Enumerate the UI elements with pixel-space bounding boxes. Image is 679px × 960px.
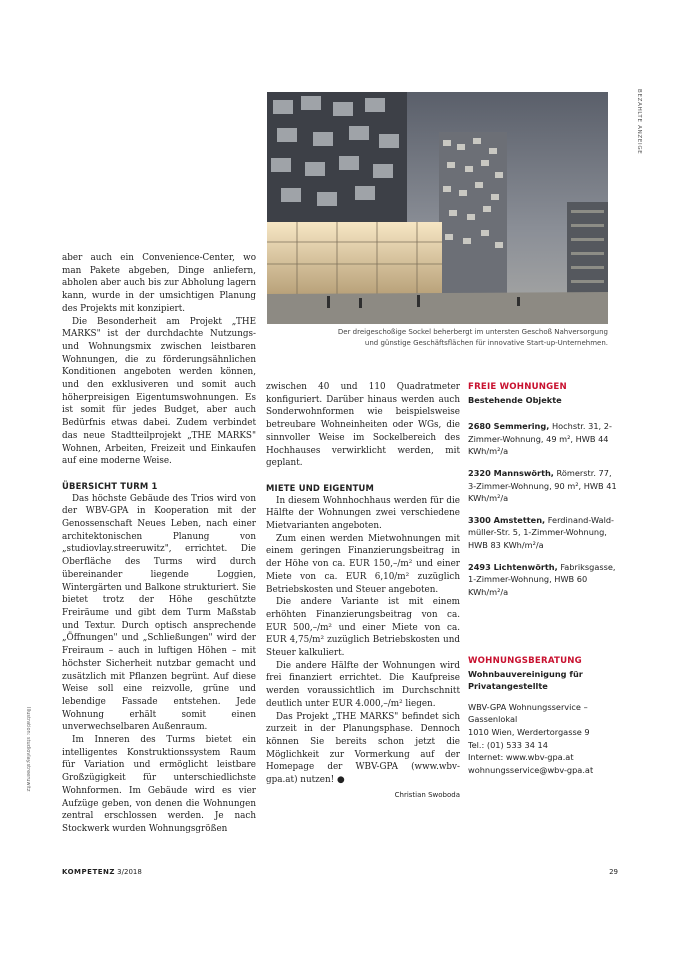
issue-number: 3/2018 <box>117 868 142 876</box>
paragraph: Die andere Variante ist mit einem erhöhten Finanzierungsbeitrag von ca. EUR 500,–/m² und einer Miete von ca. EUR 4,75/m² zuzüglich Betriebskosten und Steuer kalkuliert. <box>266 597 460 659</box>
section-heading: MIETE UND EIGENTUM <box>266 482 375 493</box>
listings-title: FREIE WOHNUNGEN <box>468 382 567 392</box>
listing-item: 3300 Amstetten, Ferdinand-Wald-müller-Str. 5, 1-Zimmer-Wohnung, HWB 83 KWh/m²/a <box>468 514 614 550</box>
article-column-1 <box>62 252 256 836</box>
paragraph: Die andere Hälfte der Wohnungen wird frei finanziert errichtet. Die Kaufpreise werden voraussichtlich im Durchschnitt deutlich unter EUR 4.000,–/m² liegen. <box>266 660 460 709</box>
section-heading: ÜBERSICHT TURM 1 <box>62 480 158 491</box>
listing-item: 2493 Lichtenwörth, Fabriksgasse, 1-Zimmer-Wohnung, HWB 60 KWh/m²/a <box>468 561 616 597</box>
paragraph: Zum einen werden Mietwohnungen mit einem geringen Finanzierungsbeitrag in der Höhe von ca. EUR 150,–/m² und einer Miete von ca. EUR 6,10/m² zuzüglich Betriebskosten und Steuer angeboten. <box>266 533 460 595</box>
paragraph: Im Inneren des Turms bietet ein intelligentes Konstruktionssystem Raum für Variation und ermöglicht leistbare Großzügigkeit für unterschiedlichste Wohnformen. Im Gebäude wird es vier Aufzüge geben, von denen die Wohnungen zentral erschlossen werden. Je nach Stockwerk wurden Wohnungsgrößen <box>62 735 256 834</box>
advice-box <box>468 655 618 776</box>
article-column-2 <box>266 381 460 802</box>
magazine-name: KOMPETENZ <box>62 868 115 876</box>
listing-item: 2320 Mannswörth, Römerstr. 77, 3-Zimmer-Wohnung, 90 m², HWB 41 KWh/m²/a <box>468 467 617 504</box>
advice-title: WOHNUNGSBERATUNG <box>468 656 582 666</box>
photo-caption: Der dreigeschoßige Sockel beherbergt im untersten Geschoß Nahversorgung und günstige Geschäftsflächen für innovative Start-up-Unternehmen. <box>337 328 608 347</box>
illustration-credit: Illustration: studiovlay.streeruwitz <box>25 707 31 792</box>
advice-line: Gassenlokal <box>468 714 518 725</box>
end-mark: ● <box>337 775 345 786</box>
paragraph: Die Besonderheit am Projekt „THE MARKS" ist der durchdachte Nutzungs- und Wohnungsmix zwischen leistbaren Wohnungen, die zu förderungsähnlichen Konditionen angeboten werden können, und den exklusiveren und somit auch höherpreisigen Eigentumswohnungen. Es ist somit für jedes Budget, aber auch Bedürfnis etwas dabei. Zudem verbindet das neue Stadtteilprojekt „THE MARKS" Wohnen, Arbeiten, Freizeit und Einkaufen auf eine moderne Weise. <box>62 316 256 467</box>
paid-ad-tag: BEZAHLTE ANZEIGE <box>636 89 642 155</box>
paragraph: aber auch ein Convenience-Center, wo man Pakete abgeben, Dinge anliefern, abholen aber auch bis zur Abholung lagern kann, wurde in der umsichtigen Planung des Projekts mit konzipiert. <box>62 253 256 314</box>
advice-org: Wohnbauvereinigung für Privatangestellte <box>468 668 583 692</box>
advice-line: Internet: www.wbv-gpa.at <box>468 752 574 763</box>
footer-magazine <box>62 868 142 876</box>
listings-subtitle: Bestehende Objekte <box>468 394 562 405</box>
page-number: 29 <box>609 868 618 876</box>
listing-item: 2680 Semmering, Hochstr. 31, 2-Zimmer-Wohnung, 49 m², HWB 44 KWh/m²/a <box>468 421 612 457</box>
architecture-rendering <box>267 92 608 324</box>
advice-line: wohnungsservice@wbv-gpa.at <box>468 764 594 775</box>
advice-line: 1010 Wien, Werdertorgasse 9 <box>468 726 590 737</box>
paragraph: In diesem Wohnhochhaus werden für die Hälfte der Wohnungen zwei verschiedene Mietvarianten angeboten. <box>266 495 460 532</box>
paragraph: zwischen 40 und 110 Quadratmeter konfiguriert. Darüber hinaus werden auch Sonderwohnformen wie beispielsweise betreubare Wohneinheiten oder WGs, die sinnvoller Weise im Sockelbereich des Hochhauses verwirklicht werden, mit geplant. <box>266 382 460 469</box>
paragraph: Das Projekt „THE MARKS" befindet sich zurzeit in der Planungsphase. Dennoch können Sie bereits schon jetzt die Möglichkeit zur Vormerkung auf der Homepage der WBV-GPA (www.wbv-gpa.at) nutzen! ● <box>266 711 460 786</box>
advice-line: Tel.: (01) 533 34 14 <box>468 739 548 750</box>
listings-sidebar <box>468 381 618 598</box>
advice-line: WBV-GPA Wohnungsservice – <box>468 701 588 712</box>
paragraph: Das höchste Gebäude des Trios wird von der WBV-GPA in Kooperation mit der Genossenschaft Neues Leben, nach einer architektonischen Planung von „studiovlay.streeruwitz", errichtet. Die Oberfläche des Turms wird durch übereinander liegende Loggien, Wintergärten und Balkone strukturiert. Sie bietet trotz der Höhe geschützte Freiräume und gibt dem Turm Maßstab und Textur. Durch optisch ansprechende „Öffnungen" und „Schließungen" wird der Freiraum – auch in luftigen Höhen – mit höchster Sicherheit nutzbar gemacht und zusätzlich mit Pflanzen begrünt. Auf diese Weise soll eine reizvolle, grüne und lebendige Fassade entstehen. Jede Wohnung erhält somit einen unverwechselbaren Außenraum. <box>62 493 256 733</box>
author-name: Christian Swoboda <box>394 790 460 799</box>
